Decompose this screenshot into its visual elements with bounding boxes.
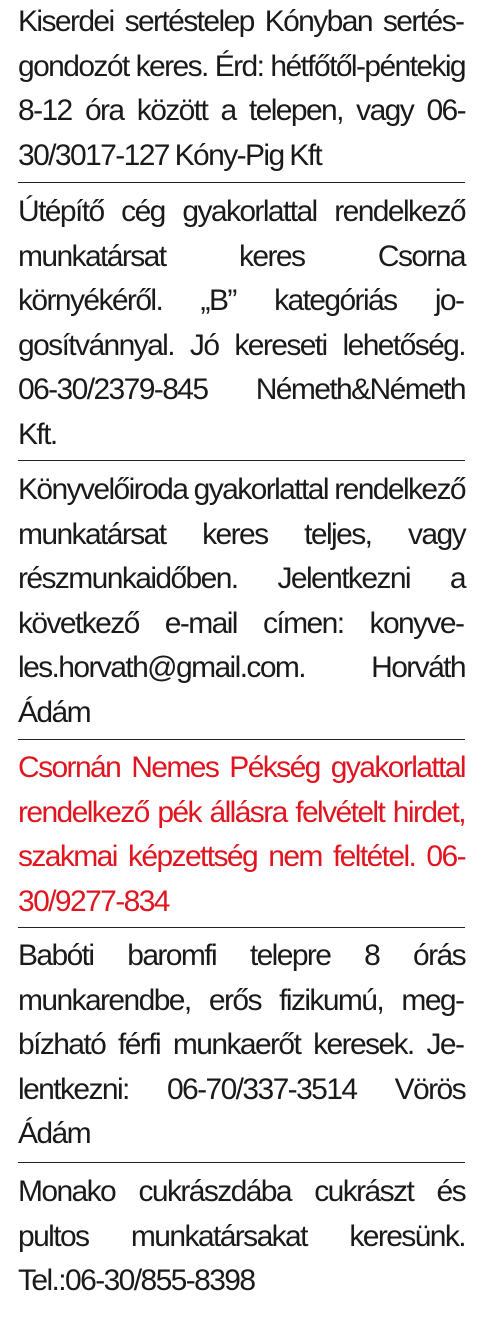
ad-text: Útépítő cég gyakorlattal rendelkező munkatársat keres Csorna környékéről. „B” kategóriás jogosítvánnyal. Jó kereseti lehetőség. 06-30/2379-845 Németh&Németh Kft. (18, 195, 465, 451)
classified-ad-pig-farm (18, 0, 465, 178)
ad-divider (18, 927, 465, 928)
classified-ad-road-building (18, 190, 465, 457)
ad-text-highlighted: Csornán Nemes Pékség gyakorlattal rendelkező pék állásra felvételt hirdet, szakmai képzettség nem feltétel. 06-30/9277-834 (18, 751, 465, 918)
ad-text: Könyvelőiroda gyakorlattal rendelkező munkatársat keres teljes, vagy részmunkaidőben. Jelentkezni a következő e-mail címen: konyveles.horvath@gmail.com. Horváth Ádám (18, 473, 465, 729)
classified-ad-poultry (18, 934, 465, 1157)
classified-ad-accounting (18, 468, 465, 735)
ad-text: Monako cukrászdába cukrászt és pultos munkatársakat keresünk. Tel.:06-30/855-8398 (18, 1175, 465, 1297)
ad-divider (18, 182, 465, 183)
ad-divider (18, 460, 465, 461)
ad-divider (18, 1162, 465, 1163)
classified-ad-confectionery (18, 1170, 465, 1304)
ad-divider (18, 739, 465, 740)
ad-text: Kiserdei sertéstelep Kónyban sertésgondozót keres. Érd: hétfőtől-péntekig 8-12 óra között a telepen, vagy 06-30/3017-127 Kóny-Pig Kft (18, 5, 465, 172)
classified-ad-bakery (18, 746, 465, 924)
ad-text: Babóti baromfi telepre 8 órás munkarendbe, erős fizikumú, megbízható férfi munkaerőt keresek. Jelentkezni: 06-70/337-3514 Vörös Ádám (18, 939, 465, 1150)
